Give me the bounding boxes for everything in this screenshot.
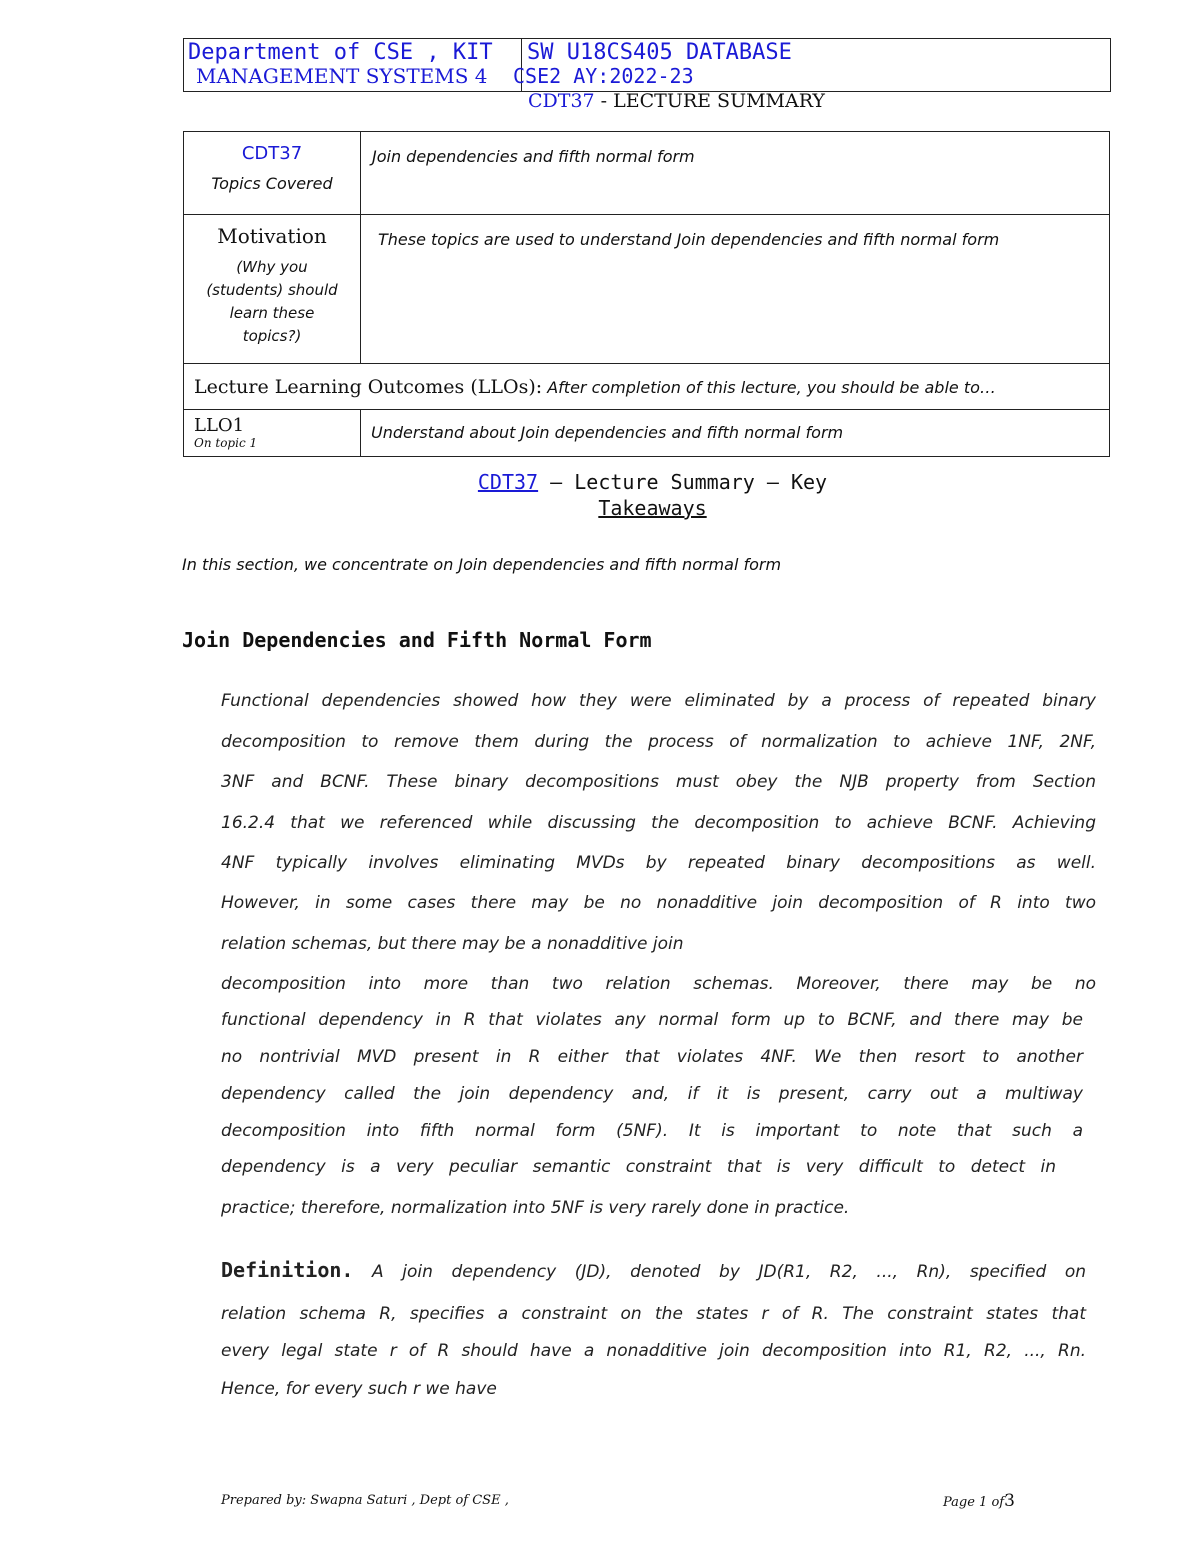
line-text: A join dependency (JD), denoted by JD(R1, R2, ..., Rn), specified on xyxy=(372,1262,1086,1282)
topics-label: Topics Covered xyxy=(211,174,333,193)
definition-line-3 xyxy=(221,1341,1086,1361)
paragraph-line-1 xyxy=(221,691,1096,711)
row-motivation xyxy=(184,215,1110,364)
line-text: relation schemas, but there may be a nonadditive join xyxy=(221,934,684,954)
llo1-label: LLO1 xyxy=(194,415,245,436)
line-text: no nontrivial MVD present in R either that violates 4NF. We then resort to another xyxy=(221,1047,1083,1067)
llos-label: Lecture Learning Outcomes (LLOs): xyxy=(194,375,543,398)
motivation-value: These topics are used to understand Join dependencies and fifth normal form xyxy=(378,230,1000,249)
line-text: decomposition into fifth normal form (5NF). It is important to note that such a xyxy=(221,1121,1083,1141)
definition-line-1 xyxy=(221,1258,1086,1282)
topics-code: CDT37 xyxy=(241,143,303,164)
summary-text: – Lecture Summary – Key xyxy=(538,470,828,494)
llo1-sub: On topic 1 xyxy=(194,436,258,450)
header-management: MANAGEMENT SYSTEMS 4 xyxy=(196,64,488,88)
motivation-label: Motivation xyxy=(217,224,327,248)
paragraph-line-6 xyxy=(221,893,1096,913)
key-takeaways-heading xyxy=(0,469,1200,521)
section-heading xyxy=(182,628,652,652)
header-course: SW U18CS405 DATABASE xyxy=(527,40,792,65)
line-text: 16.2.4 that we referenced while discussing the decomposition to achieve BCNF. Achieving xyxy=(221,813,1096,833)
topics-value: Join dependencies and fifth normal form xyxy=(372,147,695,166)
lecture-summary-table xyxy=(183,131,1110,457)
header-class-year: CSE2 AY:2022-23 xyxy=(513,64,694,88)
motivation-cell-value xyxy=(361,215,1110,364)
line-text: Hence, for every such r we have xyxy=(221,1379,497,1399)
paragraph-line-10 xyxy=(221,1047,1083,1067)
line-text: decomposition to remove them during the process of normalization to achieve 1NF, 2NF, xyxy=(221,732,1096,752)
row-llo1 xyxy=(184,410,1110,457)
row-topics xyxy=(184,132,1110,215)
line-text: 3NF and BCNF. These binary decompositions must obey the NJB property from Section xyxy=(221,772,1096,792)
motivation-cell-label xyxy=(184,215,361,364)
llos-cell xyxy=(184,364,1110,410)
line-text: dependency is a very peculiar semantic constraint that is very difficult to detect in xyxy=(221,1157,1056,1177)
paragraph-line-11 xyxy=(221,1084,1083,1104)
footer-page-total: 3 xyxy=(1004,1491,1015,1511)
paragraph-line-8 xyxy=(221,974,1096,994)
title-text: - LECTURE SUMMARY xyxy=(594,90,825,112)
paragraph-line-12 xyxy=(221,1121,1083,1141)
topics-cell-value xyxy=(361,132,1110,215)
llos-value: After completion of this lecture, you should be able to… xyxy=(542,377,996,397)
footer-page-number xyxy=(943,1491,1015,1511)
footer-page-label: Page 1 of xyxy=(943,1495,1005,1510)
summary-code: CDT37 xyxy=(477,470,539,494)
line-text: 4NF typically involves eliminating MVDs by repeated binary decompositions as well. xyxy=(221,853,1096,873)
footer-prepared-by: Prepared by: Swapna Saturi , Dept of CSE , xyxy=(221,1493,509,1508)
paragraph-line-14 xyxy=(221,1198,1096,1218)
definition-line-2 xyxy=(221,1304,1086,1324)
paragraph-line-13 xyxy=(221,1157,1056,1177)
paragraph-line-4 xyxy=(221,813,1096,833)
topics-cell-label xyxy=(184,132,361,215)
paragraph-line-9 xyxy=(221,1010,1083,1030)
section-heading-text: Join Dependencies and Fifth Normal Form xyxy=(182,628,652,652)
line-text: dependency called the join dependency and, if it is present, carry out a multiway xyxy=(221,1084,1083,1104)
intro-text: In this section, we concentrate on Join dependencies and fifth normal form xyxy=(182,555,782,574)
line-text: relation schema R, specifies a constraint on the states r of R. The constraint states that xyxy=(221,1304,1086,1324)
definition-label: Definition. xyxy=(221,1258,354,1282)
llo1-cell-value xyxy=(361,410,1110,457)
paragraph-line-2 xyxy=(221,732,1096,752)
line-text: decomposition into more than two relation schemas. Moreover, there may be no xyxy=(221,974,1096,994)
line-text: every legal state r of R should have a nonadditive join decomposition into R1, R2, ..., Rn. xyxy=(221,1341,1086,1361)
header-department: Department of CSE , KIT xyxy=(188,40,493,65)
line-text: practice; therefore, normalization into 5NF is very rarely done in practice. xyxy=(221,1198,850,1218)
line-text: However, in some cases there may be no nonadditive join decomposition of R into two xyxy=(221,893,1096,913)
llo1-value: Understand about Join dependencies and fifth normal form xyxy=(371,423,844,442)
paragraph-line-5 xyxy=(221,853,1096,873)
definition-line-4 xyxy=(221,1379,1086,1399)
row-llos xyxy=(184,364,1110,410)
line-text: Functional dependencies showed how they were eliminated by a process of repeated binary xyxy=(221,691,1096,711)
title-code: CDT37 xyxy=(528,90,595,112)
line-text: functional dependency in R that violates any normal form up to BCNF, and there may be xyxy=(221,1010,1083,1030)
llo1-cell-label xyxy=(184,410,361,457)
paragraph-line-7 xyxy=(221,934,1096,954)
summary-line2: Takeaways xyxy=(598,496,707,520)
paragraph-line-3 xyxy=(221,772,1096,792)
page-title xyxy=(0,90,1200,112)
motivation-sub: (Why you (students) should learn these topics?) xyxy=(206,258,338,345)
